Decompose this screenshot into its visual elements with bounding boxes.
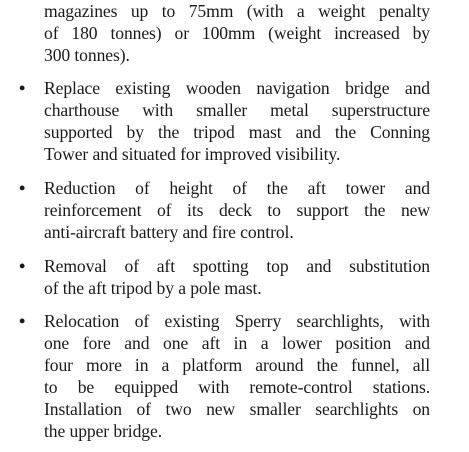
text-line: Reduction of height of the aft tower and bbox=[44, 178, 430, 198]
bullet-marker: • bbox=[19, 311, 26, 331]
text-line: charthouse with smaller metal superstructure bbox=[44, 100, 430, 120]
text-line: Removal of aft spotting top and substitution bbox=[44, 256, 430, 276]
text-line: magazines up to 75mm (with a weight penalty bbox=[44, 1, 430, 21]
text-line: supported by the tripod mast and the Conning bbox=[44, 122, 430, 142]
bullet-marker: • bbox=[19, 178, 26, 198]
text-line: Replace existing wooden navigation bridge and bbox=[44, 78, 430, 98]
text-line: to be equipped with remote-control stations. bbox=[44, 377, 430, 397]
text-line: of 180 tonnes) or 100mm (weight increased by bbox=[44, 23, 430, 43]
text-line: of the aft tripod by a pole mast. bbox=[44, 278, 262, 298]
text-line: 300 tonnes). bbox=[44, 45, 130, 65]
bullet-marker: • bbox=[19, 78, 26, 98]
text-line: Installation of two new smaller searchlights on bbox=[44, 399, 430, 419]
text-line: reinforcement of its deck to support the new bbox=[44, 200, 430, 220]
text-line: Relocation of existing Sperry searchlights, with bbox=[44, 311, 430, 331]
text-line: Tower and situated for improved visibility. bbox=[44, 144, 341, 164]
text-line: the upper bridge. bbox=[44, 421, 162, 441]
text-line: anti-aircraft battery and fire control. bbox=[44, 222, 294, 242]
bullet-marker: • bbox=[19, 256, 26, 276]
text-line: one fore and one aft in a lower position and bbox=[44, 333, 430, 353]
text-line: four more in a platform around the funnel, all bbox=[44, 355, 430, 375]
